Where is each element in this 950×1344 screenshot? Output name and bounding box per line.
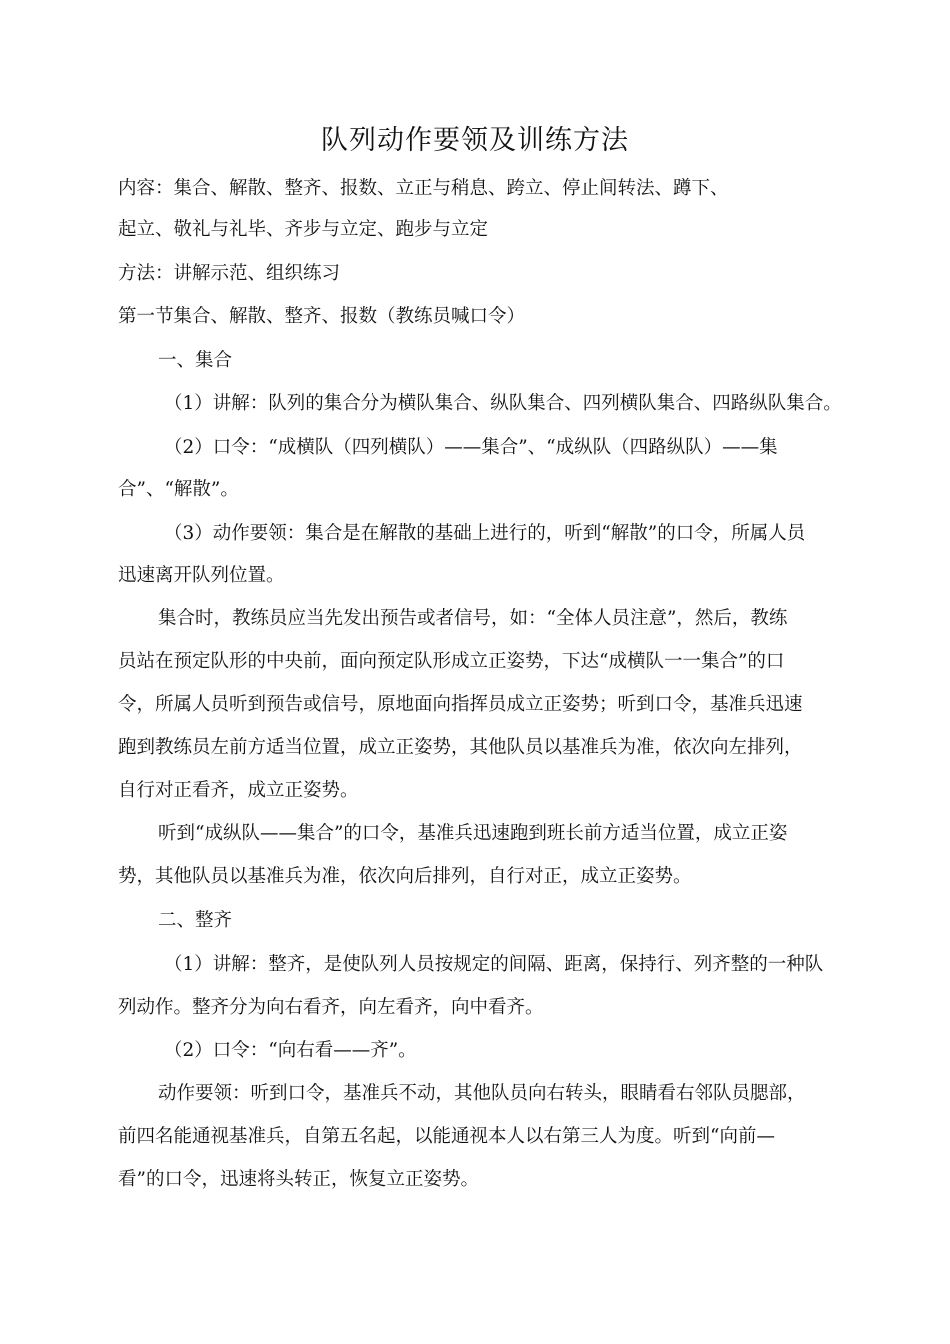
paragraph-line: （1）讲解：整齐，是使队列人员按规定的间隔、距离，保持行、列齐整的一种队 [164,954,824,975]
content-line-2: 起立、敬礼与礼毕、齐步与立定、跑步与立定 [118,219,489,240]
paragraph-line: 跑到教练员左前方适当位置，成立正姿势，其他队员以基准兵为准，依次向左排列， [118,737,803,758]
content-line-1: 内容：集合、解散、整齐、报数、立正与稍息、跨立、停止间转法、蹲下、 [118,178,729,199]
paragraph-line: 员站在预定队形的中央前，面向预定队形成立正姿势，下达“成横队一一集合”的口 [118,651,785,672]
paragraph-line: 前四名能通视基准兵，自第五名起，以能通视本人以右第三人为度。听到“向前— [118,1126,775,1147]
paragraph-line: 迅速离开队列位置。 [118,565,285,586]
paragraph-line: 自行对正看齐，成立正姿势。 [118,780,359,801]
paragraph-line: （1）讲解：队列的集合分为横队集合、纵队集合、四列横队集合、四路纵队集合。 [164,393,842,414]
paragraph-line: （2）口令：“向右看——齐”。 [164,1040,417,1061]
paragraph-line: 势，其他队员以基准兵为准，依次向后排列，自行对正，成立正姿势。 [118,866,692,887]
method-line: 方法：讲解示范、组织练习 [118,263,341,284]
subheading-align: 二、整齐 [158,910,233,931]
paragraph-line: 列动作。整齐分为向右看齐，向左看齐，向中看齐。 [118,997,544,1018]
paragraph-line: 听到“成纵队——集合”的口令，基准兵迅速跑到班长前方适当位置，成立正姿 [158,823,788,844]
paragraph-line: （2）口令：“成横队（四列横队）——集合”、“成纵队（四路纵队）——集 [164,437,778,458]
subheading-gather: 一、集合 [158,350,233,371]
document-title: 队列动作要领及训练方法 [321,125,629,156]
paragraph-line: 动作要领：听到口令，基准兵不动，其他队员向右转头，眼睛看右邻队员腮部， [158,1083,806,1104]
paragraph-line: （3）动作要领：集合是在解散的基础上进行的，听到“解散”的口令，所属人员 [164,523,806,544]
paragraph-line: 合”、“解散”。 [118,479,239,500]
section-heading: 第一节集合、解散、整齐、报数（教练员喊口令） [118,306,526,327]
paragraph-line: 看”的口令，迅速将头转正，恢复立正姿势。 [118,1169,479,1190]
paragraph-line: 集合时，教练员应当先发出预告或者信号，如：“全体人员注意”，然后，教练 [158,608,788,629]
paragraph-line: 令，所属人员听到预告或信号，原地面向指挥员成立正姿势；听到口令，基准兵迅速 [118,694,803,715]
